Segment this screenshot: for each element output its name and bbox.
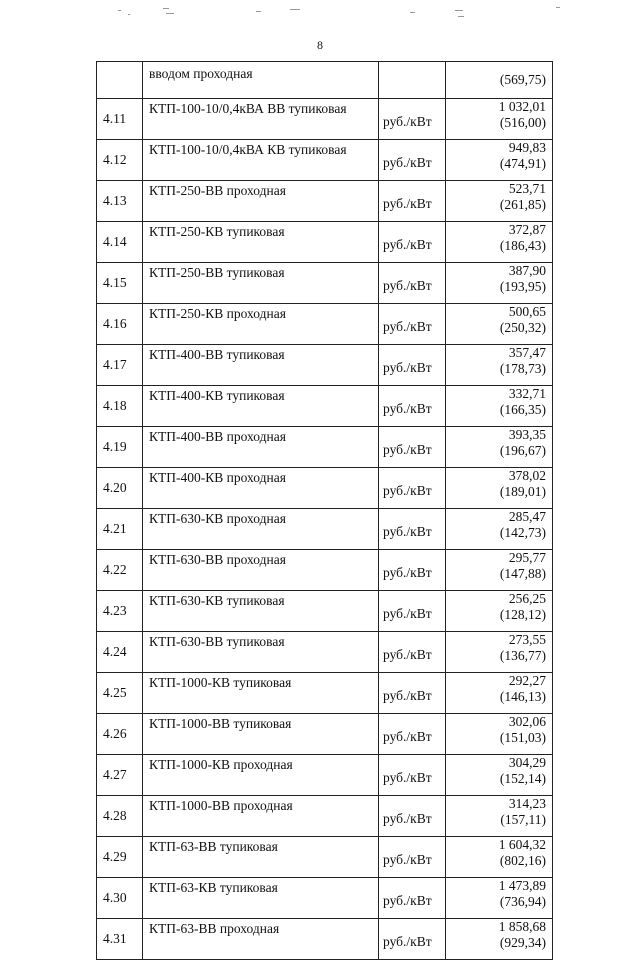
row-name-cell: КТП-1000-ВВ проходная: [143, 796, 379, 837]
row-price-cell: [446, 878, 553, 919]
row-name-cell: КТП-250-КВ проходная: [143, 304, 379, 345]
row-price-cell: [446, 632, 553, 673]
row-unit-cell: руб./кВт: [379, 550, 446, 591]
row-price-cell: [446, 591, 553, 632]
row-name-cell: КТП-400-ВВ тупиковая: [143, 345, 379, 386]
row-unit-cell: руб./кВт: [379, 386, 446, 427]
price-sub-value: (193,95): [499, 279, 546, 294]
row-number-cell: 4.20: [97, 468, 143, 509]
price-value: 1 858,68: [498, 919, 546, 934]
row-name-cell: КТП-250-ВВ тупиковая: [143, 263, 379, 304]
table-row: [97, 550, 553, 591]
row-number-cell: 4.21: [97, 509, 143, 550]
price-value: 378,02: [508, 468, 546, 483]
price-sub-value: (166,35): [499, 402, 546, 417]
row-price-cell: [446, 222, 553, 263]
price-sub-value: (146,13): [499, 689, 546, 704]
row-unit-cell: руб./кВт: [379, 140, 446, 181]
row-name-cell: КТП-630-КВ проходная: [143, 509, 379, 550]
page-number: 8: [317, 38, 323, 52]
table-row: [97, 632, 553, 673]
row-price-cell: [446, 181, 553, 222]
table-row: [97, 919, 553, 960]
row-number-cell: 4.11: [97, 99, 143, 140]
row-price-cell: [446, 837, 553, 878]
row-name-cell: КТП-630-ВВ проходная: [143, 550, 379, 591]
row-price-cell: [446, 427, 553, 468]
row-unit-cell: руб./кВт: [379, 632, 446, 673]
row-number-cell: 4.13: [97, 181, 143, 222]
row-price-cell: [446, 714, 553, 755]
price-value: 295,77: [508, 550, 546, 565]
price-value: 285,47: [508, 509, 546, 524]
row-name-cell: КТП-63-ВВ проходная: [143, 919, 379, 960]
row-name-cell: КТП-250-ВВ проходная: [143, 181, 379, 222]
row-unit-cell: руб./кВт: [379, 263, 446, 304]
row-number-cell: 4.28: [97, 796, 143, 837]
row-price-cell: [446, 99, 553, 140]
table-row: [97, 878, 553, 919]
row-price-cell: [446, 509, 553, 550]
tariff-table: [96, 61, 553, 960]
price-sub-value: (128,12): [499, 607, 546, 622]
table-row-continued: [97, 62, 553, 99]
row-unit-cell: руб./кВт: [379, 509, 446, 550]
row-name-cell: вводом проходная: [143, 62, 379, 99]
price-sub-value: (516,00): [499, 115, 546, 130]
row-price-cell: [446, 468, 553, 509]
price-sub-value: (196,67): [499, 443, 546, 458]
table-row: [97, 386, 553, 427]
row-number-cell: 4.27: [97, 755, 143, 796]
price-value: 523,71: [508, 181, 546, 196]
price-value: 314,23: [508, 796, 546, 811]
row-price-cell: [446, 796, 553, 837]
price-value: 273,55: [508, 632, 546, 647]
row-name-cell: КТП-250-КВ тупиковая: [143, 222, 379, 263]
price-sub-value: (736,94): [499, 894, 546, 909]
price-sub-value: (151,03): [499, 730, 546, 745]
row-number-cell: 4.12: [97, 140, 143, 181]
tariff-table-body: [97, 62, 553, 960]
price-sub-value: (157,11): [500, 812, 546, 827]
table-row: [97, 509, 553, 550]
row-price-cell: [446, 386, 553, 427]
price-sub-value: (142,73): [499, 525, 546, 540]
price-value: 256,25: [508, 591, 546, 606]
row-unit-cell: руб./кВт: [379, 427, 446, 468]
row-name-cell: КТП-1000-КВ проходная: [143, 755, 379, 796]
row-name-cell: КТП-100-10/0,4кВА КВ тупиковая: [143, 140, 379, 181]
price-sub-value: (136,77): [499, 648, 546, 663]
price-value: 372,87: [508, 222, 546, 237]
row-unit-cell: руб./кВт: [379, 222, 446, 263]
price-value: 1 032,01: [498, 99, 546, 114]
row-unit-cell: руб./кВт: [379, 878, 446, 919]
table-row: [97, 181, 553, 222]
row-price-cell: [446, 304, 553, 345]
row-number-cell: 4.14: [97, 222, 143, 263]
row-name-cell: КТП-400-ВВ проходная: [143, 427, 379, 468]
price-sub-value: (569,75): [499, 72, 546, 87]
row-number-cell: 4.26: [97, 714, 143, 755]
row-unit-cell: руб./кВт: [379, 837, 446, 878]
row-number-cell: 4.23: [97, 591, 143, 632]
price-sub-value: (929,34): [499, 935, 546, 950]
row-number-cell: 4.15: [97, 263, 143, 304]
price-sub-value: (802,16): [499, 853, 546, 868]
row-number-cell: 4.31: [97, 919, 143, 960]
row-unit-cell: руб./кВт: [379, 345, 446, 386]
price-sub-value: (186,43): [499, 238, 546, 253]
price-value: 387,90: [508, 263, 546, 278]
price-value: 1 473,89: [498, 878, 546, 893]
table-row: [97, 837, 553, 878]
row-unit-cell: руб./кВт: [379, 468, 446, 509]
price-sub-value: (152,14): [499, 771, 546, 786]
row-number-cell: 4.24: [97, 632, 143, 673]
price-value: 292,27: [508, 673, 546, 688]
price-value: 1 604,32: [498, 837, 546, 852]
price-value: 304,29: [508, 755, 546, 770]
row-name-cell: КТП-630-КВ тупиковая: [143, 591, 379, 632]
price-sub-value: (261,85): [499, 197, 546, 212]
row-name-cell: КТП-1000-ВВ тупиковая: [143, 714, 379, 755]
price-value: 393,35: [508, 427, 546, 442]
price-value: 357,47: [508, 345, 546, 360]
row-unit-cell: руб./кВт: [379, 304, 446, 345]
row-price-cell: [446, 345, 553, 386]
row-unit-cell: руб./кВт: [379, 591, 446, 632]
price-sub-value: (147,88): [499, 566, 546, 581]
row-price-cell: [446, 263, 553, 304]
row-price-cell: [446, 62, 553, 99]
row-price-cell: [446, 140, 553, 181]
row-unit-cell: руб./кВт: [379, 181, 446, 222]
price-value: 302,06: [508, 714, 546, 729]
table-row: [97, 796, 553, 837]
row-name-cell: КТП-400-КВ тупиковая: [143, 386, 379, 427]
row-name-cell: КТП-63-КВ тупиковая: [143, 878, 379, 919]
price-value: 500,65: [508, 304, 546, 319]
row-unit-cell: руб./кВт: [379, 99, 446, 140]
table-row: [97, 755, 553, 796]
row-unit-cell: руб./кВт: [379, 673, 446, 714]
row-unit-cell: руб./кВт: [379, 714, 446, 755]
row-price-cell: [446, 755, 553, 796]
price-sub-value: (474,91): [499, 156, 546, 171]
table-row: [97, 140, 553, 181]
price-sub-value: (250,32): [499, 320, 546, 335]
table-row: [97, 427, 553, 468]
price-sub-value: (189,01): [499, 484, 546, 499]
row-number-cell: 4.16: [97, 304, 143, 345]
table-row: [97, 222, 553, 263]
row-name-cell: КТП-100-10/0,4кВА ВВ тупиковая: [143, 99, 379, 140]
price-value: 949,83: [508, 140, 546, 155]
scan-artifacts: [0, 4, 640, 24]
row-name-cell: КТП-1000-КВ тупиковая: [143, 673, 379, 714]
row-unit-cell: руб./кВт: [379, 919, 446, 960]
row-number-cell: [97, 62, 143, 99]
row-name-cell: КТП-63-ВВ тупиковая: [143, 837, 379, 878]
row-price-cell: [446, 673, 553, 714]
row-price-cell: [446, 550, 553, 591]
table-row: [97, 673, 553, 714]
row-number-cell: 4.22: [97, 550, 143, 591]
row-number-cell: 4.25: [97, 673, 143, 714]
row-unit-cell: [379, 62, 446, 99]
table-row: [97, 263, 553, 304]
table-row: [97, 468, 553, 509]
row-number-cell: 4.17: [97, 345, 143, 386]
row-number-cell: 4.29: [97, 837, 143, 878]
row-price-cell: [446, 919, 553, 960]
price-sub-value: (178,73): [499, 361, 546, 376]
row-unit-cell: руб./кВт: [379, 796, 446, 837]
row-unit-cell: руб./кВт: [379, 755, 446, 796]
table-row: [97, 714, 553, 755]
row-number-cell: 4.18: [97, 386, 143, 427]
row-number-cell: 4.30: [97, 878, 143, 919]
table-row: [97, 591, 553, 632]
row-name-cell: КТП-630-ВВ тупиковая: [143, 632, 379, 673]
table-row: [97, 304, 553, 345]
row-name-cell: КТП-400-КВ проходная: [143, 468, 379, 509]
table-row: [97, 345, 553, 386]
row-number-cell: 4.19: [97, 427, 143, 468]
table-row: [97, 99, 553, 140]
price-value: 332,71: [508, 386, 546, 401]
